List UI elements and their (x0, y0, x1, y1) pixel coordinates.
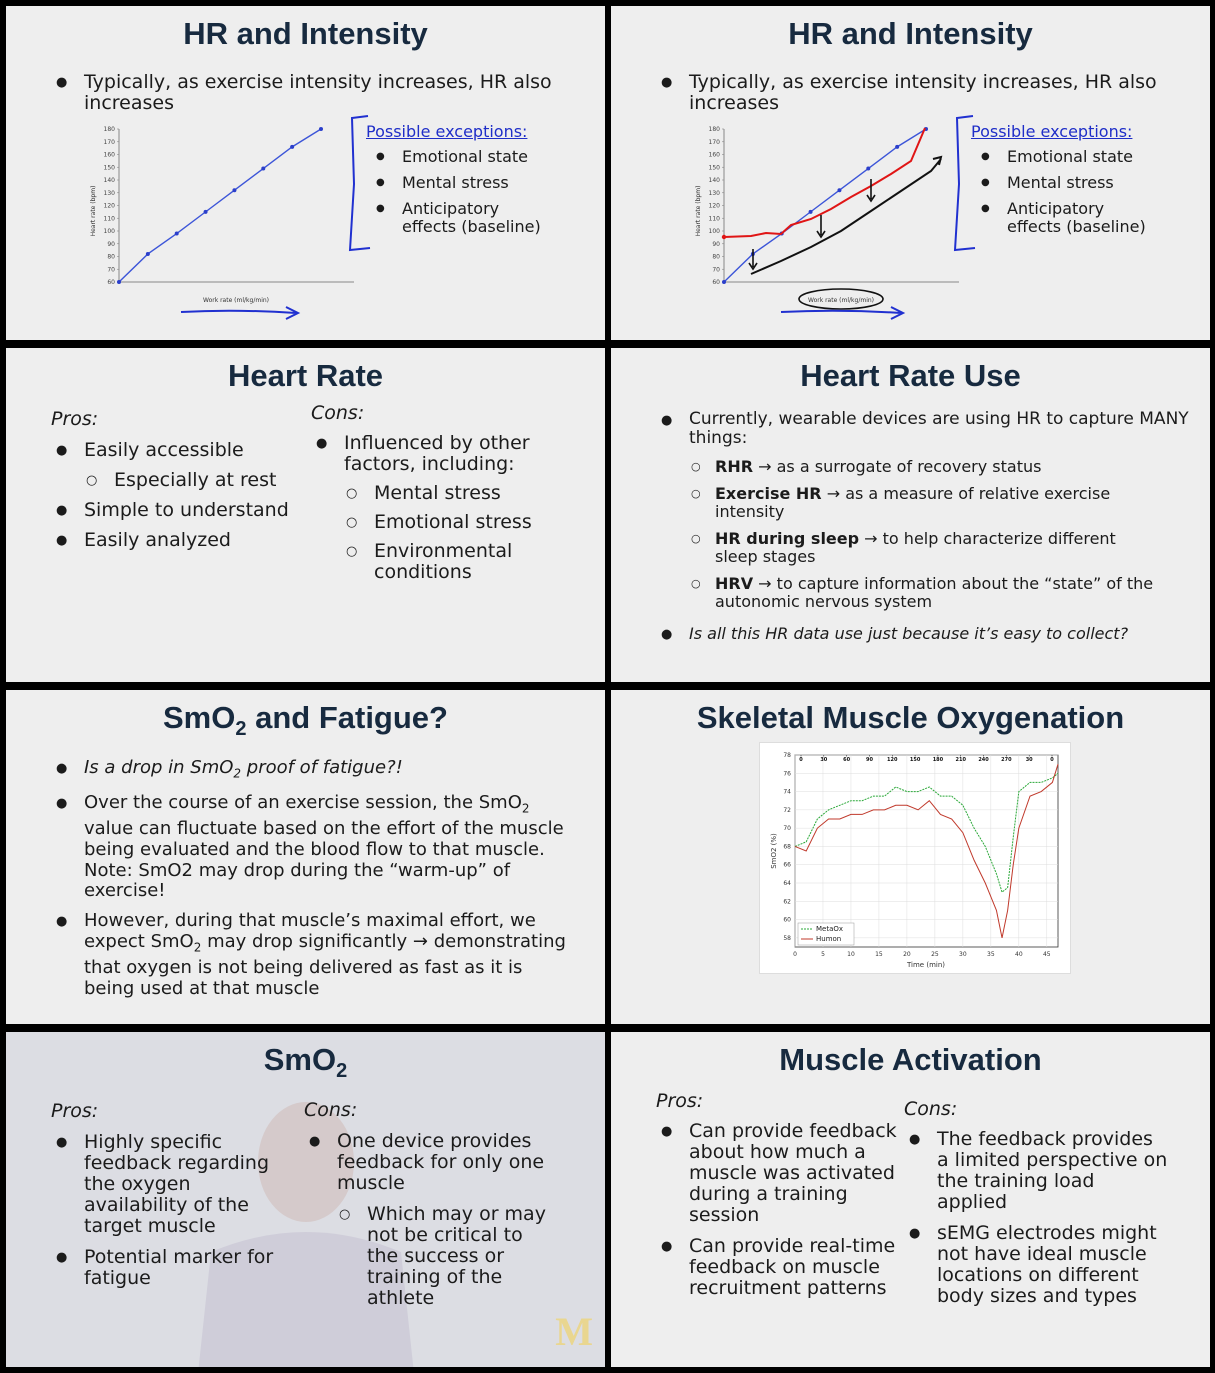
ink-arrow-right (181, 307, 298, 319)
question-bullet: ● Is all this HR data use just because it’s easy to collect? (661, 624, 1201, 643)
exception-item: ● Anticipatory effects (baseline) (376, 200, 556, 236)
exception-item: ● Emotional state (981, 148, 1161, 166)
bullet-text: ● Over the course of an exercise session, the SmO$_2$ value can fluctuate based on the effort of the muscle being evaluated and the blood flow to that muscle. Note: SmO2 may drop during the “warm-up” of exercise! (56, 793, 576, 903)
y-tick-label: 170 (103, 138, 115, 146)
exception-item: ● Emotional state (376, 148, 556, 166)
hr-use-item: ○ HR during sleep → to help characterize different sleep stages (691, 530, 1161, 566)
y-tick-label: 110 (708, 215, 720, 223)
pro-item: ● Easily accessible (56, 440, 296, 461)
slide-smo2-fatigue[interactable] (6, 690, 605, 1024)
smo2-chart-box (759, 742, 1071, 974)
y-tick-label: 110 (103, 215, 115, 223)
y-tick-label: 100 (708, 228, 720, 235)
bullet-text: ● However, during that muscle’s maximal effort, we expect SmO$_2$ may drop significantly → demonstrating that oxygen is not being delivered as fast as it is being used at that muscle (56, 911, 576, 1000)
chart-legend (798, 923, 854, 945)
top-tick-label: 60 (843, 757, 851, 763)
top-tick-label: 0 (1050, 757, 1054, 763)
top-tick-label: 0 (799, 757, 803, 763)
y-tick-label: 60 (783, 916, 791, 924)
hr-use-item: ○ Exercise HR → as a measure of relative exercise intensity (691, 485, 1161, 521)
top-tick-label: 90 (865, 757, 873, 763)
top-tick-label: 240 (978, 757, 989, 763)
ink-black-line (751, 157, 941, 274)
chart-xlabel: Time (min) (906, 961, 946, 969)
humon-series-line (795, 764, 1058, 938)
x-tick-label: 10 (847, 951, 855, 958)
slide-skeletal-muscle-oxygenation[interactable] (611, 690, 1210, 1024)
hr-chart (86, 121, 366, 326)
y-tick-label: 76 (783, 770, 791, 778)
slide-smo2[interactable] (6, 1032, 605, 1367)
chart-ylabel: SmO2 (%) (770, 833, 778, 869)
y-tick-label: 80 (712, 253, 720, 261)
y-tick-label: 70 (712, 266, 720, 274)
hr-data-point (261, 167, 265, 171)
y-tick-label: 140 (708, 177, 720, 184)
bullet-text: ● Currently, wearable devices are using HR to capture MANY things: (661, 410, 1191, 448)
x-tick-label: 25 (931, 951, 939, 958)
slide-heart-rate[interactable] (6, 348, 605, 682)
hr-series-line (119, 129, 321, 282)
hr-data-point (809, 210, 813, 214)
y-tick-label: 78 (783, 752, 791, 759)
y-tick-label: 58 (783, 934, 791, 942)
slide-heart-rate-use[interactable] (611, 348, 1210, 682)
pro-item: ● Simple to understand (56, 500, 296, 521)
legend-metaox: MetaOx (816, 925, 844, 933)
y-tick-label: 160 (103, 151, 115, 159)
slide-hr-intensity-2[interactable] (611, 6, 1210, 340)
y-tick-label: 64 (783, 880, 791, 887)
y-tick-label: 140 (103, 177, 115, 184)
slide-hr-intensity-1[interactable] (6, 6, 605, 340)
con-item: ● One device provides feedback for only one muscle (309, 1131, 559, 1194)
top-tick-label: 30 (820, 757, 828, 763)
y-axis (119, 129, 354, 282)
bullet-text: ● Typically, as exercise intensity increases, HR also increases (661, 72, 1161, 114)
exceptions-heading: Possible exceptions: (366, 122, 528, 141)
y-tick-label: 66 (783, 861, 791, 869)
y-tick-label: 72 (783, 806, 791, 814)
top-tick-label: 210 (955, 757, 966, 763)
con-sub-item: ○ Emotional stress (346, 512, 556, 533)
ink-red-line (724, 128, 925, 237)
hr-data-point (722, 280, 726, 284)
slide-title: SmO$_2$ (263, 1042, 348, 1083)
y-tick-label: 70 (783, 825, 791, 833)
chart-xlabel: Work rate (ml/kg/min) (807, 297, 875, 304)
y-tick-label: 120 (708, 202, 720, 210)
hr-data-point (837, 188, 841, 192)
y-tick-label: 180 (103, 126, 115, 133)
smo2-chart (760, 743, 1070, 973)
con-item: ● sEMG electrodes might not have ideal muscle locations on different body sizes and types (909, 1223, 1169, 1307)
cons-label: Cons: (904, 1098, 958, 1120)
slide-title: Heart Rate (227, 358, 384, 393)
y-tick-label: 150 (103, 164, 115, 172)
y-tick-label: 90 (712, 240, 720, 248)
x-tick-label: 30 (959, 951, 967, 958)
con-sub-item: ○ Environmental conditions (346, 541, 556, 583)
bullet-question: ● Is a drop in SmO$_2$ proof of fatigue?! (56, 758, 576, 784)
bullet-text: ● Typically, as exercise intensity increases, HR also increases (56, 72, 556, 114)
y-tick-label: 100 (103, 228, 115, 235)
con-sub-item: ○ Mental stress (346, 483, 556, 504)
chart-ylabel: Heart rate (bpm) (90, 185, 97, 237)
pro-item: ● Potential marker for fatigue (56, 1247, 291, 1289)
y-tick-label: 150 (708, 164, 720, 172)
slide-title: HR and Intensity (788, 16, 1033, 51)
hr-data-point (866, 167, 870, 171)
y-tick-label: 60 (107, 279, 115, 286)
hr-series-line (724, 129, 926, 282)
y-tick-label: 130 (103, 189, 115, 197)
y-tick-label: 74 (783, 788, 791, 796)
pros-label: Pros: (51, 1100, 99, 1122)
pros-label: Pros: (656, 1090, 704, 1112)
y-tick-label: 90 (107, 240, 115, 248)
con-item: ● Influenced by other factors, including: (316, 433, 556, 475)
y-tick-label: 180 (708, 126, 720, 133)
hr-use-item: ○ RHR → as a surrogate of recovery status (691, 458, 1161, 476)
x-tick-label: 35 (987, 951, 995, 958)
slide-title: HR and Intensity (183, 16, 428, 51)
pro-item: ● Highly specific feedback regarding the oxygen availability of the target muscle (56, 1132, 291, 1237)
top-tick-label: 30 (1025, 757, 1033, 763)
legend-humon: Humon (816, 935, 842, 943)
y-tick-label: 170 (708, 138, 720, 146)
top-tick-label: 120 (887, 757, 898, 763)
pro-item: ● Can provide feedback about how much a muscle was activated during a training session (661, 1121, 906, 1226)
university-logo: M (555, 1309, 593, 1354)
x-tick-label: 0 (793, 951, 797, 958)
cons-label: Cons: (311, 402, 365, 424)
con-item: ● The feedback provides a limited perspective on the training load applied (909, 1129, 1169, 1213)
x-tick-label: 40 (1015, 951, 1023, 958)
hr-data-point (204, 210, 208, 214)
x-tick-label: 20 (903, 951, 911, 958)
ink-down-arrows (749, 179, 875, 269)
hr-data-point (895, 145, 899, 149)
exception-item: ● Anticipatory effects (baseline) (981, 200, 1161, 236)
hr-data-point (175, 232, 179, 236)
exception-item: ● Mental stress (981, 174, 1161, 192)
hr-data-point (117, 280, 121, 284)
y-tick-label: 120 (103, 202, 115, 210)
y-tick-label: 130 (708, 189, 720, 197)
slide-title: SmO$_2$ and Fatigue? (163, 700, 448, 741)
top-tick-label: 180 (932, 757, 944, 763)
y-tick-label: 80 (107, 253, 115, 261)
pro-sub-item: ○ Especially at rest (86, 470, 296, 491)
top-tick-label: 150 (909, 757, 921, 763)
pro-item: ● Can provide real-time feedback on muscle recruitment patterns (661, 1236, 906, 1299)
hr-data-point (146, 252, 150, 256)
con-sub-item: ○ Which may or may not be critical to the success or training of the athlete (339, 1204, 559, 1309)
chart-xlabel: Work rate (ml/kg/min) (202, 297, 270, 304)
hr-data-point (319, 127, 323, 131)
slide-muscle-activation[interactable] (611, 1032, 1210, 1367)
y-tick-label: 70 (107, 266, 115, 274)
hr-data-point (290, 145, 294, 149)
y-tick-label: 62 (783, 898, 791, 906)
pros-label: Pros: (51, 408, 99, 430)
chart-ylabel: Heart rate (bpm) (695, 185, 702, 237)
x-tick-label: 45 (1042, 951, 1051, 958)
cons-label: Cons: (304, 1099, 358, 1121)
exceptions-heading: Possible exceptions: (971, 122, 1133, 141)
x-tick-label: 15 (875, 951, 883, 958)
slide-title: Muscle Activation (779, 1042, 1042, 1077)
exception-item: ● Mental stress (376, 174, 556, 192)
hr-use-item: ○ HRV → to capture information about the “state” of the autonomic nervous system (691, 575, 1161, 611)
slide-title: Heart Rate Use (800, 358, 1021, 393)
y-tick-label: 60 (712, 279, 720, 286)
top-tick-label: 270 (1001, 757, 1012, 763)
hr-data-point (232, 188, 236, 192)
x-tick-label: 5 (821, 951, 825, 958)
slide-title: Skeletal Muscle Oxygenation (696, 700, 1125, 735)
pro-item: ● Easily analyzed (56, 530, 296, 551)
y-tick-label: 160 (708, 151, 720, 159)
y-tick-label: 68 (783, 843, 791, 851)
hr-chart-annotated (691, 121, 971, 326)
